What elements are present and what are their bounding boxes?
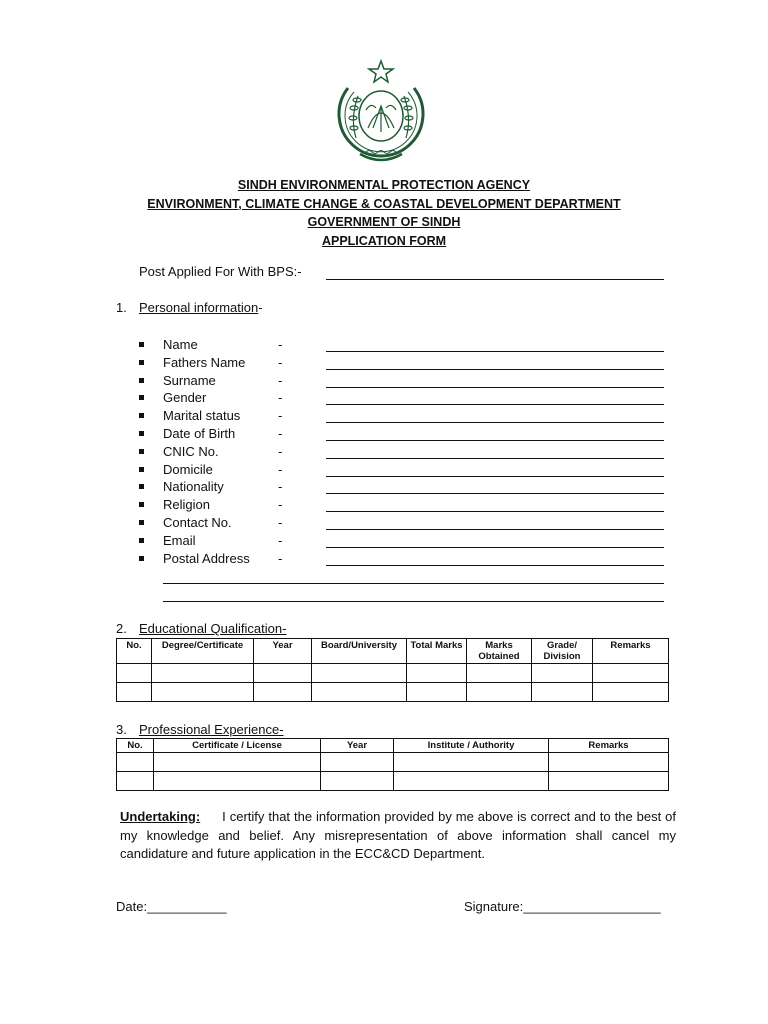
bullet-icon (139, 502, 144, 507)
field-label: CNIC No. (163, 443, 219, 459)
field-input-line[interactable] (326, 404, 664, 405)
table-cell[interactable] (152, 664, 254, 683)
government-of-sindh-emblem (326, 58, 436, 173)
table-row (117, 753, 669, 772)
field-label: Postal Address (163, 550, 250, 566)
bullet-icon (139, 431, 144, 436)
table-cell[interactable] (532, 683, 593, 702)
experience-header-row (117, 739, 669, 753)
agency-name: SINDH ENVIRONMENTAL PROTECTION AGENCY (237, 178, 531, 192)
bullet-icon (139, 520, 144, 525)
section-number: 2. (116, 621, 127, 636)
personal-field-row (0, 462, 768, 479)
field-label: Marital status (163, 408, 241, 424)
education-header-row (117, 639, 669, 664)
government-name: GOVERNMENT OF SINDH (307, 215, 461, 229)
table-cell[interactable] (152, 683, 254, 702)
field-label: Nationality (163, 479, 224, 495)
table-cell[interactable] (117, 683, 152, 702)
field-label: Surname (163, 372, 216, 388)
field-dash: - (278, 337, 283, 352)
table-cell[interactable] (593, 664, 669, 683)
table-row (117, 683, 669, 702)
field-dash: - (278, 550, 283, 566)
bullet-icon (139, 413, 144, 418)
bullet-icon (139, 556, 144, 561)
personal-field-row (0, 373, 768, 390)
field-label: Contact No. (163, 515, 232, 530)
field-input-line[interactable] (326, 387, 664, 388)
field-label: Religion (163, 497, 210, 513)
personal-field-row (0, 479, 768, 496)
table-row (117, 664, 669, 683)
col-degree: Degree/Certificate (152, 639, 254, 664)
table-cell[interactable] (532, 664, 593, 683)
department-name: ENVIRONMENT, CLIMATE CHANGE & COASTAL DEVELOPMENT DEPARTMENT (147, 196, 621, 211)
form-header (0, 176, 768, 250)
section-educational-qualification (116, 621, 286, 636)
field-label: Name (163, 337, 198, 352)
table-cell[interactable] (407, 683, 467, 702)
table-cell[interactable] (321, 772, 394, 791)
field-dash: - (278, 426, 283, 441)
field-dash: - (278, 479, 283, 495)
field-label: Domicile (163, 461, 213, 477)
bullet-icon (139, 449, 144, 454)
undertaking-text: I certify that the information provided by me above is correct and to the best of my knowledge and belief. Any misrepresentation of above information shall cancel my candidature and future application in the ECC&CD Department. (120, 809, 676, 861)
personal-field-row (0, 390, 768, 407)
table-cell[interactable] (154, 753, 321, 772)
col-no: No. (117, 739, 154, 753)
field-label: Date of Birth (163, 426, 236, 441)
table-cell[interactable] (467, 664, 532, 683)
table-cell[interactable] (254, 664, 312, 683)
table-cell[interactable] (549, 753, 669, 772)
field-dash: - (278, 354, 283, 370)
field-input-line[interactable] (326, 511, 664, 512)
bullet-icon (139, 360, 144, 365)
personal-field-row (0, 533, 768, 550)
section-number: 3. (116, 722, 127, 737)
section-suffix: - (258, 300, 263, 315)
section-number: 1. (116, 300, 127, 315)
table-cell[interactable] (117, 753, 154, 772)
personal-field-row (0, 337, 768, 354)
table-cell[interactable] (407, 664, 467, 683)
col-institute: Institute / Authority (394, 739, 549, 753)
col-board: Board/University (312, 639, 407, 664)
postal-address-field-line-3[interactable] (163, 601, 664, 602)
field-input-line[interactable] (326, 547, 664, 548)
field-input-line[interactable] (326, 476, 664, 477)
table-cell[interactable] (593, 683, 669, 702)
bullet-icon (139, 378, 144, 383)
postal-address-field-line-2[interactable] (163, 583, 664, 584)
col-total-marks: Total Marks (407, 639, 467, 664)
table-cell[interactable] (117, 664, 152, 683)
experience-table (116, 738, 669, 791)
section-professional-experience (116, 722, 284, 737)
field-label: Gender (163, 390, 207, 406)
field-dash: - (278, 497, 283, 513)
section-personal-information (116, 300, 263, 315)
date-field[interactable]: Date:___________ (116, 899, 227, 914)
section-title: Personal information (139, 300, 259, 315)
personal-field-row (0, 515, 768, 532)
field-dash: - (278, 408, 283, 424)
table-cell[interactable] (117, 772, 154, 791)
field-label: Fathers Name (163, 354, 246, 370)
personal-field-row (0, 497, 768, 514)
table-cell[interactable] (254, 683, 312, 702)
personal-field-row (0, 426, 768, 443)
bullet-icon (139, 342, 144, 347)
section-title: Educational Qualification- (139, 621, 287, 636)
col-remarks: Remarks (549, 739, 669, 753)
bullet-icon (139, 395, 144, 400)
post-applied-field[interactable] (326, 279, 664, 280)
table-cell[interactable] (312, 683, 407, 702)
col-no: No. (117, 639, 152, 664)
col-grade: Grade/ Division (532, 639, 593, 664)
personal-field-row (0, 551, 768, 568)
field-input-line[interactable] (326, 422, 664, 423)
col-remarks: Remarks (593, 639, 669, 664)
table-cell[interactable] (321, 753, 394, 772)
bullet-icon (139, 484, 144, 489)
col-year: Year (321, 739, 394, 753)
field-label: Email (163, 532, 196, 548)
signature-field[interactable]: Signature:___________________ (464, 899, 661, 914)
field-input-line[interactable] (326, 440, 664, 441)
field-dash: - (278, 372, 283, 388)
personal-field-row (0, 444, 768, 461)
col-certificate: Certificate / License (154, 739, 321, 753)
table-cell[interactable] (154, 772, 321, 791)
field-dash: - (278, 461, 283, 477)
table-cell[interactable] (467, 683, 532, 702)
field-dash: - (278, 515, 283, 530)
table-cell[interactable] (312, 664, 407, 683)
table-row (117, 772, 669, 791)
section-title: Professional Experience- (139, 722, 284, 737)
form-title: APPLICATION FORM (321, 233, 447, 248)
field-input-line[interactable] (326, 529, 664, 530)
table-cell[interactable] (394, 772, 549, 791)
field-input-line[interactable] (326, 565, 664, 566)
col-year: Year (254, 639, 312, 664)
field-dash: - (278, 390, 283, 406)
undertaking-label: Undertaking: (120, 809, 201, 824)
field-input-line[interactable] (326, 458, 664, 459)
post-applied-label: Post Applied For With BPS:- (139, 264, 302, 279)
field-dash: - (278, 532, 283, 548)
undertaking-paragraph (120, 808, 676, 864)
field-input-line[interactable] (326, 369, 664, 370)
field-dash: - (278, 443, 283, 459)
col-marks-obtained: Marks Obtained (467, 639, 532, 664)
field-input-line[interactable] (326, 493, 664, 494)
bullet-icon (139, 538, 144, 543)
field-input-line[interactable] (326, 351, 664, 352)
table-cell[interactable] (394, 753, 549, 772)
education-table (116, 638, 669, 702)
table-cell[interactable] (549, 772, 669, 791)
bullet-icon (139, 467, 144, 472)
personal-field-row (0, 355, 768, 372)
personal-field-row (0, 408, 768, 425)
